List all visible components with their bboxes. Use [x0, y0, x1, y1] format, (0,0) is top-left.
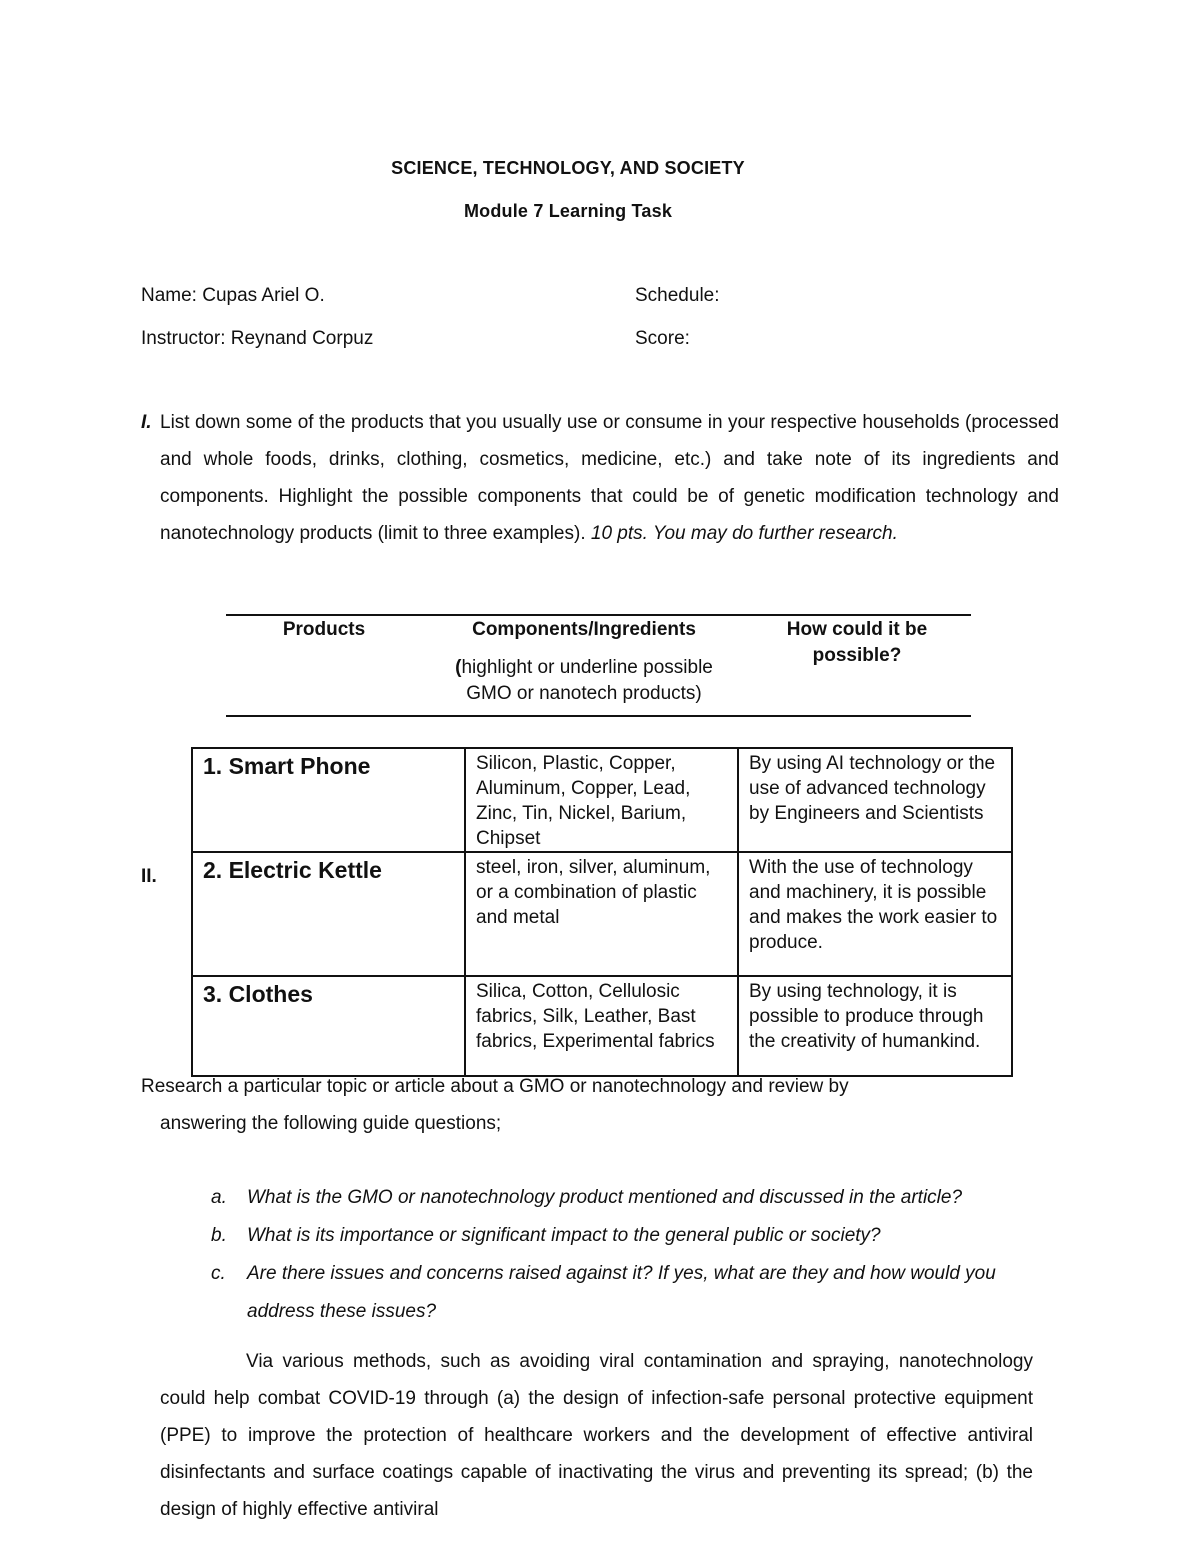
question-text: What is the GMO or nanotechnology product mentioned and discussed in the article? [247, 1187, 963, 1208]
how-cell: By using technology, it is possible to produce through the creativity of humankind. [738, 976, 1012, 1076]
module-title: Module 7 Learning Task [463, 201, 673, 221]
guide-questions [211, 1179, 1041, 1331]
table-row [192, 748, 1012, 852]
part2-label: II. [141, 866, 157, 887]
name-field: Name: Cupas Ariel O. [141, 285, 325, 306]
part1-points-note: 10 pts. You may do further research. [590, 523, 898, 544]
schedule-field: Schedule: [635, 285, 720, 306]
question-item [211, 1255, 1041, 1331]
table-header-note-paren: ( [455, 657, 462, 678]
part1-text: List down some of the products that you usually use or consume in your respective households (processed and whole foods, drinks, clothing, cosmetics, medicine, etc.) and take note of its ingredients and components. Highlight the possible components that could be of genetic modification technology and nanotechnology products (limit to three examples). [160, 412, 1059, 544]
table-header-bottom-rule [226, 715, 971, 717]
question-item [211, 1179, 1041, 1217]
question-label: b. [211, 1225, 227, 1246]
product-cell: 3. Clothes [192, 976, 465, 1076]
how-cell: With the use of technology and machinery, it is possible and makes the work easier to produce. [738, 852, 1012, 976]
question-text: What is its importance or significant impact to the general public or society? [247, 1225, 881, 1246]
part1-label: I. [141, 412, 152, 433]
table-row [192, 852, 1012, 976]
table-header-components: Components/Ingredients [472, 619, 696, 640]
components-cell: steel, iron, silver, aluminum, or a combination of plastic and metal [465, 852, 738, 976]
course-title: SCIENCE, TECHNOLOGY, AND SOCIETY [391, 158, 745, 178]
table-header-components-note [430, 655, 738, 707]
product-cell: 2. Electric Kettle [192, 852, 465, 976]
how-cell: By using AI technology or the use of advanced technology by Engineers and Scientists [738, 748, 1012, 852]
product-cell: 1. Smart Phone [192, 748, 465, 852]
answer-paragraph: Via various methods, such as avoiding viral contamination and spraying, nanotechnology could help combat COVID-19 through (a) the design of infection-safe personal protective equipment (PPE) to improve the protection of healthcare workers and the development of effective antiviral disinfectants and surface coatings capable of inactivating the virus and preventing its spread; (b) the design of highly effective antiviral [160, 1351, 1033, 1520]
score-field: Score: [635, 328, 690, 349]
table-header-how: How could it be possible? [786, 619, 928, 666]
components-cell: Silica, Cotton, Cellulosic fabrics, Silk, Leather, Bast fabrics, Experimental fabrics [465, 976, 738, 1076]
table-row [192, 976, 1012, 1076]
question-label: a. [211, 1187, 227, 1208]
part2-intro-line2: answering the following guide questions; [160, 1113, 502, 1134]
part1-instructions [160, 404, 1059, 552]
table-header-note-text: highlight or underline possible GMO or nanotech products) [461, 657, 713, 704]
question-text: Are there issues and concerns raised against it? If yes, what are they and how would you address these issues? [247, 1263, 996, 1322]
question-label: c. [211, 1263, 226, 1284]
question-item [211, 1217, 1041, 1255]
products-table [191, 747, 1013, 1077]
table-header-products: Products [282, 619, 366, 640]
part2-intro-line1: Research a particular topic or article about a GMO or nanotechnology and review by [141, 1076, 849, 1097]
instructor-field: Instructor: Reynand Corpuz [141, 328, 374, 349]
table-header-top-rule [226, 614, 971, 616]
components-cell: Silicon, Plastic, Copper, Aluminum, Copper, Lead, Zinc, Tin, Nickel, Barium, Chipset [465, 748, 738, 852]
